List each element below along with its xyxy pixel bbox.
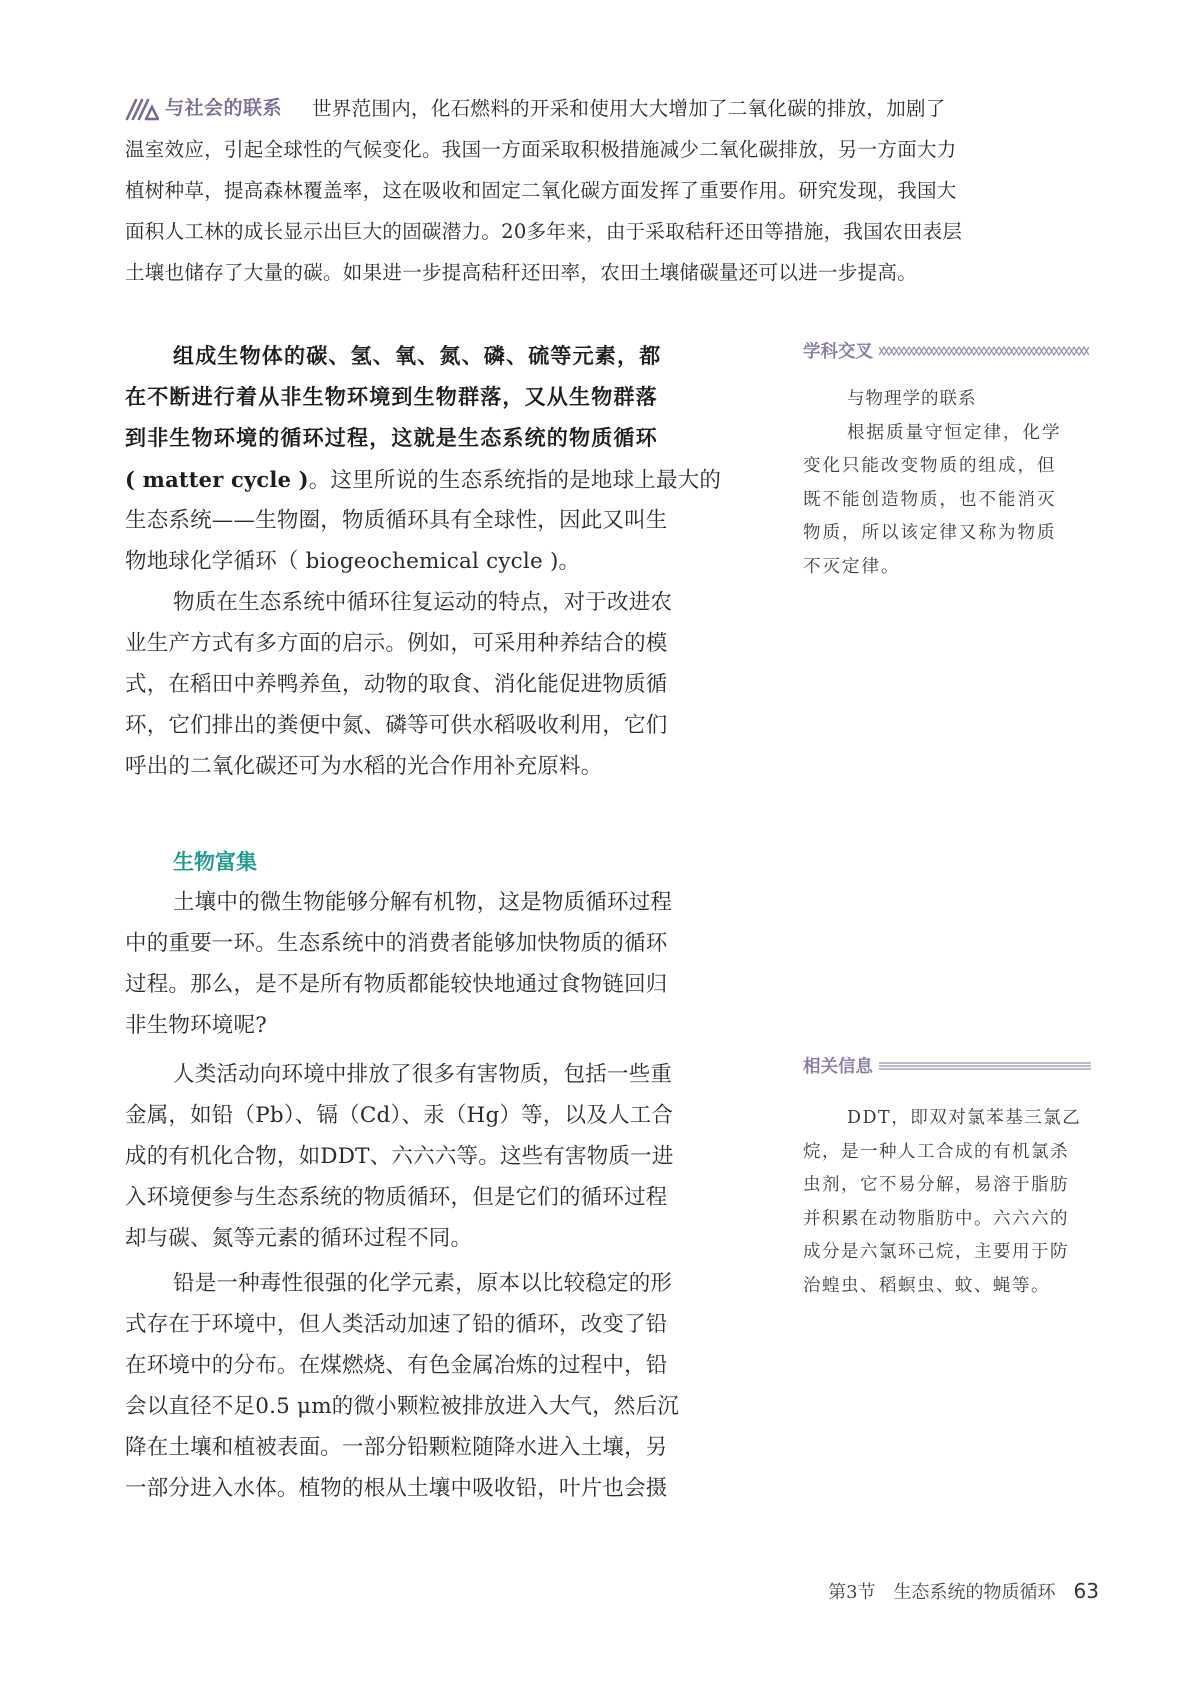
text-line: 业生产方式有多方面的启示。例如，可采用种养结合的模: [125, 631, 668, 656]
text-line: 环，它们排出的粪便中氮、磷等可供水稻吸收利用，它们: [125, 713, 668, 738]
society-text: 世界范围内，化石燃料的开采和使用大大增加了二氧化碳的排放，加剧了: [312, 97, 946, 120]
text-line: 并积累在动物脂肪中。六六六的: [803, 1208, 1069, 1229]
zigzag-divider: [879, 345, 1089, 357]
page-number: 63: [1073, 1579, 1099, 1603]
text-line: 式存在于环境中，但人类活动加速了铅的循环，改变了铅: [125, 1312, 668, 1337]
sidebar-info-header: [803, 1053, 1099, 1078]
double-line-divider: [879, 1061, 1091, 1071]
text-line: DDT，即双对氯苯基三氯乙: [847, 1108, 1082, 1128]
paragraph-matter-cycle: [125, 336, 741, 582]
text-fragment: 。这里所说的生态系统指的是地球上最大的: [308, 468, 722, 493]
society-header: [125, 88, 282, 129]
paragraph-microbes: [125, 882, 741, 1046]
text-line: 成分是六氯环己烷，主要用于防: [803, 1242, 1069, 1262]
footer-section-title: 第3节 生态系统的物质循环: [828, 1582, 1056, 1603]
text-line: [125, 459, 741, 500]
text-line: 土壤中的微生物能够分解有机物，这是物质循环过程: [173, 890, 673, 915]
text-line: 虫剂，它不易分解，易溶于脂肪: [803, 1175, 1069, 1195]
text-line: 入环境便参与生态系统的物质循环，但是它们的循环过程: [125, 1185, 668, 1210]
text-line: 治蝗虫、稻螟虫、蚊、蝇等。: [803, 1275, 1050, 1296]
paragraph-agriculture: [125, 582, 741, 787]
page-footer: [828, 1578, 1099, 1604]
sidebar-related-info: [803, 1053, 1099, 1303]
sidebar-cross-header: [803, 338, 1099, 363]
text-line: 人类活动向环境中排放了很多有害物质，包括一些重: [173, 1062, 673, 1087]
text-line: 降在土壤和植被表面。一部分铅颗粒随降水进入土壤，另: [125, 1435, 668, 1460]
text-line: 组成生物体的碳、氢、氧、氮、磷、硫等元素，都: [173, 344, 662, 368]
text-line: 物地球化学循环（ biogeochemical cycle )。: [125, 549, 581, 574]
sidebar-cross-title: 学科交叉: [803, 342, 873, 362]
text-line: 不灭定律。: [803, 556, 901, 577]
sidebar-cross-subtitle: 与物理学的联系: [847, 389, 977, 409]
text-line: 物质，所以该定律又称为物质: [803, 523, 1057, 543]
text-line: 式，在稻田中养鸭养鱼，动物的取食、消化能促进物质循: [125, 672, 668, 697]
text-line: 铅是一种毒性很强的化学元素，原本以比较稳定的形: [173, 1271, 673, 1296]
term-matter-cycle: ( matter cycle ): [125, 467, 309, 492]
sidebar-info-title: 相关信息: [803, 1057, 873, 1077]
text-line: 到非生物环境的循环过程，这就是生态系统的物质循环: [125, 426, 658, 450]
text-line: 变化只能改变物质的组成，但: [803, 456, 1057, 476]
society-connection-box: [125, 88, 1101, 293]
society-line-5: 土壤也储存了大量的碳。如果进一步提高秸秆还田率，农田土壤储碳量还可以进一步提高。: [125, 261, 918, 284]
text-line: 金属，如铅（Pb）、镉（Cd）、汞（Hg）等，以及人工合: [125, 1103, 674, 1128]
sidebar-cross-discipline: [803, 338, 1099, 584]
text-line: 一部分进入水体。植物的根从土壤中吸收铅，叶片也会摄: [125, 1476, 668, 1501]
society-line-4: 面积人工林的成长显示出巨大的固碳潜力。20多年来，由于采取秸秆还田等措施，我国农田表层: [125, 220, 963, 243]
text-line: 却与碳、氮等元素的循环过程不同。: [125, 1226, 473, 1251]
text-line: 会以直径不足0.5 μm的微小颗粒被排放进入大气，然后沉: [125, 1394, 679, 1419]
text-line: 中的重要一环。生态系统中的消费者能够加快物质的循环: [125, 931, 668, 956]
text-line: 烷，是一种人工合成的有机氯杀: [803, 1141, 1069, 1162]
society-line-3: 植树种草，提高森林覆盖率，这在吸收和固定二氧化碳方面发挥了重要作用。研究发现，我国大: [125, 179, 957, 202]
paragraph-lead: [125, 1263, 741, 1509]
text-line: 物质在生态系统中循环往复运动的特点，对于改进农: [173, 590, 673, 615]
text-line: 根据质量守恒定律，化学: [847, 422, 1062, 443]
text-line: 过程。那么，是不是所有物质都能较快地通过食物链回归: [125, 972, 668, 997]
paragraph-harmful-substances: [125, 1054, 741, 1259]
text-line: 呼出的二氧化碳还可为水稻的光合作用补充原料。: [125, 754, 603, 779]
text-line: 成的有机化合物，如DDT、六六六等。这些有害物质一进: [125, 1144, 674, 1169]
text-line: 生态系统——生物圈，物质循环具有全球性，因此又叫生: [125, 508, 668, 533]
text-line: 非生物环境呢?: [125, 1013, 267, 1038]
society-title: 与社会的联系: [165, 97, 283, 119]
section-title-bioaccumulation: 生物富集: [173, 850, 257, 874]
text-line: 在不断进行着从非生物环境到生物群落，又从生物群落: [125, 385, 658, 409]
society-line-2: 温室效应，引起全球性的气候变化。我国一方面采取积极措施减少二氧化碳排放，另一方面大力: [125, 138, 957, 161]
text-line: 既不能创造物质，也不能消灭: [803, 489, 1057, 510]
text-line: 在环境中的分布。在煤燃烧、有色金属冶炼的过程中，铅: [125, 1353, 668, 1378]
society-line-1: [125, 88, 1101, 129]
diagonal-stripes-triangle-icon: [125, 97, 159, 121]
